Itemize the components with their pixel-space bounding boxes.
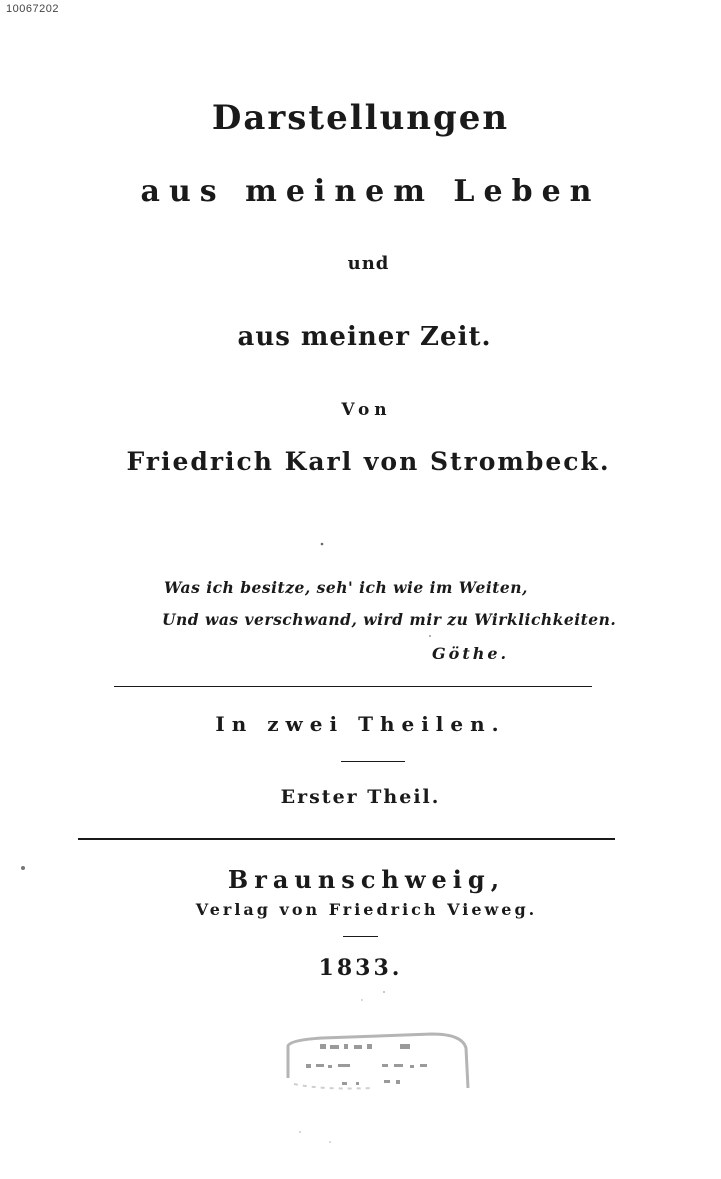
volumes-note: In zwei Theilen. [215,712,506,736]
epigraph-line-2: Und was verschwand, wird mir zu Wirklichkeiten. [162,610,617,629]
title-line-1: Darstellungen [211,98,510,138]
page-id-label: 10067202 [6,3,59,15]
title-line-2: aus meinem Leben [140,174,601,209]
title-line-3: aus meiner Zeit. [237,322,492,352]
epigraph-line-1: Was ich besitze, seh' ich wie im Weiten, [164,578,528,597]
author-name: Friedrich Karl von Strombeck. [126,447,611,476]
epigraph-author: Göthe. [432,644,510,663]
byline-label: Von [341,400,392,420]
part-label: Erster Theil. [280,786,441,808]
imprint-publisher: Verlag von Friedrich Vieweg. [195,900,538,919]
imprint-year: 1833. [318,955,403,981]
title-conjunction: und [347,253,390,274]
imprint-city: Braunschweig, [227,865,506,894]
